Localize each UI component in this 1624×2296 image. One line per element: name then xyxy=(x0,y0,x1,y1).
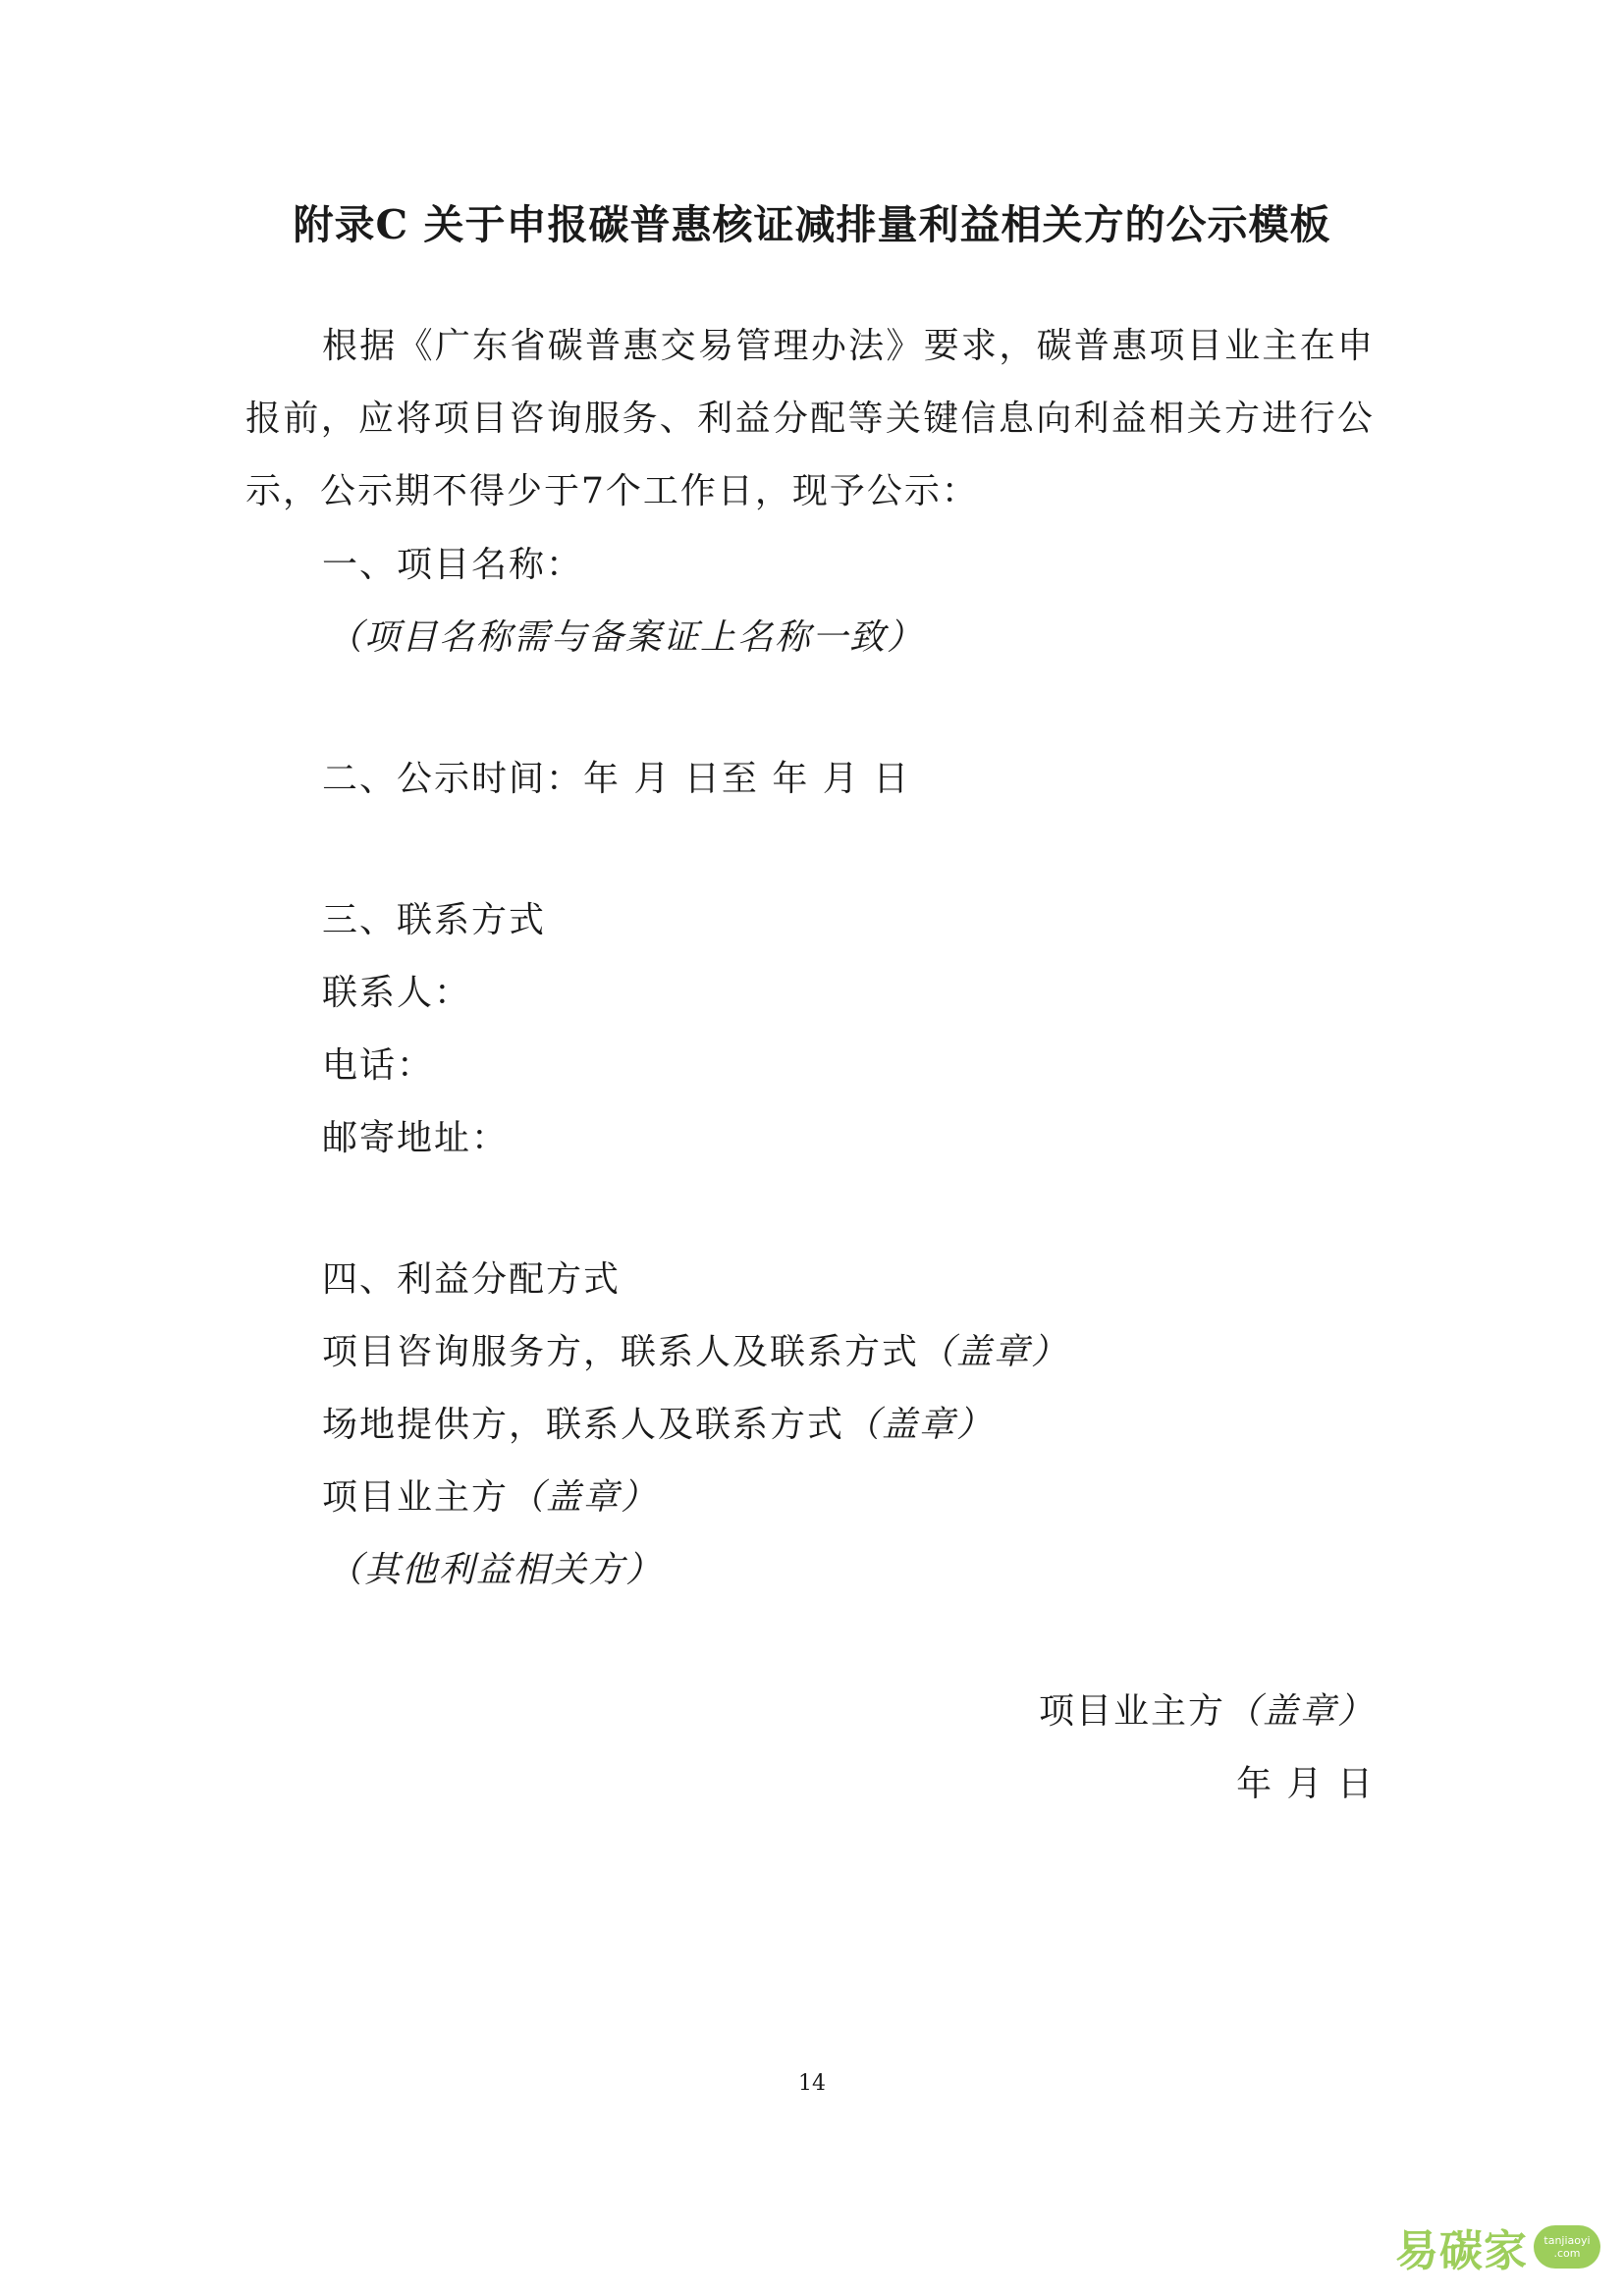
site-provider-stamp: （盖章） xyxy=(844,1405,995,1445)
watermark-badge-line2: .com xyxy=(1553,2247,1581,2260)
watermark-logo-text: 易碳家 xyxy=(1395,2226,1528,2276)
section1-note: （项目名称需与备案证上名称一致） xyxy=(327,617,925,658)
project-owner-stamp: （盖章） xyxy=(509,1477,659,1518)
project-owner-line xyxy=(322,1477,659,1518)
section3-heading: 三、联系方式 xyxy=(322,900,547,940)
signature-owner-text: 项目业主方 xyxy=(1038,1691,1225,1732)
other-stakeholders-note: （其他利益相关方） xyxy=(327,1550,664,1590)
site-provider-line xyxy=(322,1405,995,1445)
signature-date: 年 月 日 xyxy=(1236,1764,1375,1804)
section2-heading: 二、公示时间：年 月 日至 年 月 日 xyxy=(322,759,911,799)
site-provider-text: 场地提供方，联系人及联系方式 xyxy=(322,1405,845,1445)
watermark-logo xyxy=(1395,2216,1600,2278)
contact-person-label: 联系人： xyxy=(322,973,472,1013)
signature-owner-line xyxy=(1038,1691,1375,1732)
watermark-domain-badge xyxy=(1534,2225,1600,2269)
phone-label: 电话： xyxy=(322,1045,435,1086)
project-owner-text: 项目业主方 xyxy=(322,1477,510,1518)
watermark-badge-line1: tanjiaoyi xyxy=(1543,2234,1591,2247)
section4-heading: 四、利益分配方式 xyxy=(322,1259,622,1300)
consulting-party-text: 项目咨询服务方，联系人及联系方式 xyxy=(322,1332,920,1372)
mailing-address-label: 邮寄地址： xyxy=(322,1118,510,1158)
consulting-party-stamp: （盖章） xyxy=(919,1332,1069,1372)
signature-owner-stamp: （盖章） xyxy=(1224,1691,1375,1732)
consulting-party-line xyxy=(322,1332,1069,1372)
page-number: 14 xyxy=(798,2071,826,2096)
document-title: 附录C 关于申报碳普惠核证减排量利益相关方的公示模板 xyxy=(293,201,1331,248)
intro-paragraph: 根据《广东省碳普惠交易管理办法》要求，碳普惠项目业主在申报前，应将项目咨询服务、利益分配等关键信息向利益相关方进行公示，公示期不得少于7个工作日，现予公示： xyxy=(245,326,1375,511)
section1-heading: 一、项目名称： xyxy=(322,545,584,585)
